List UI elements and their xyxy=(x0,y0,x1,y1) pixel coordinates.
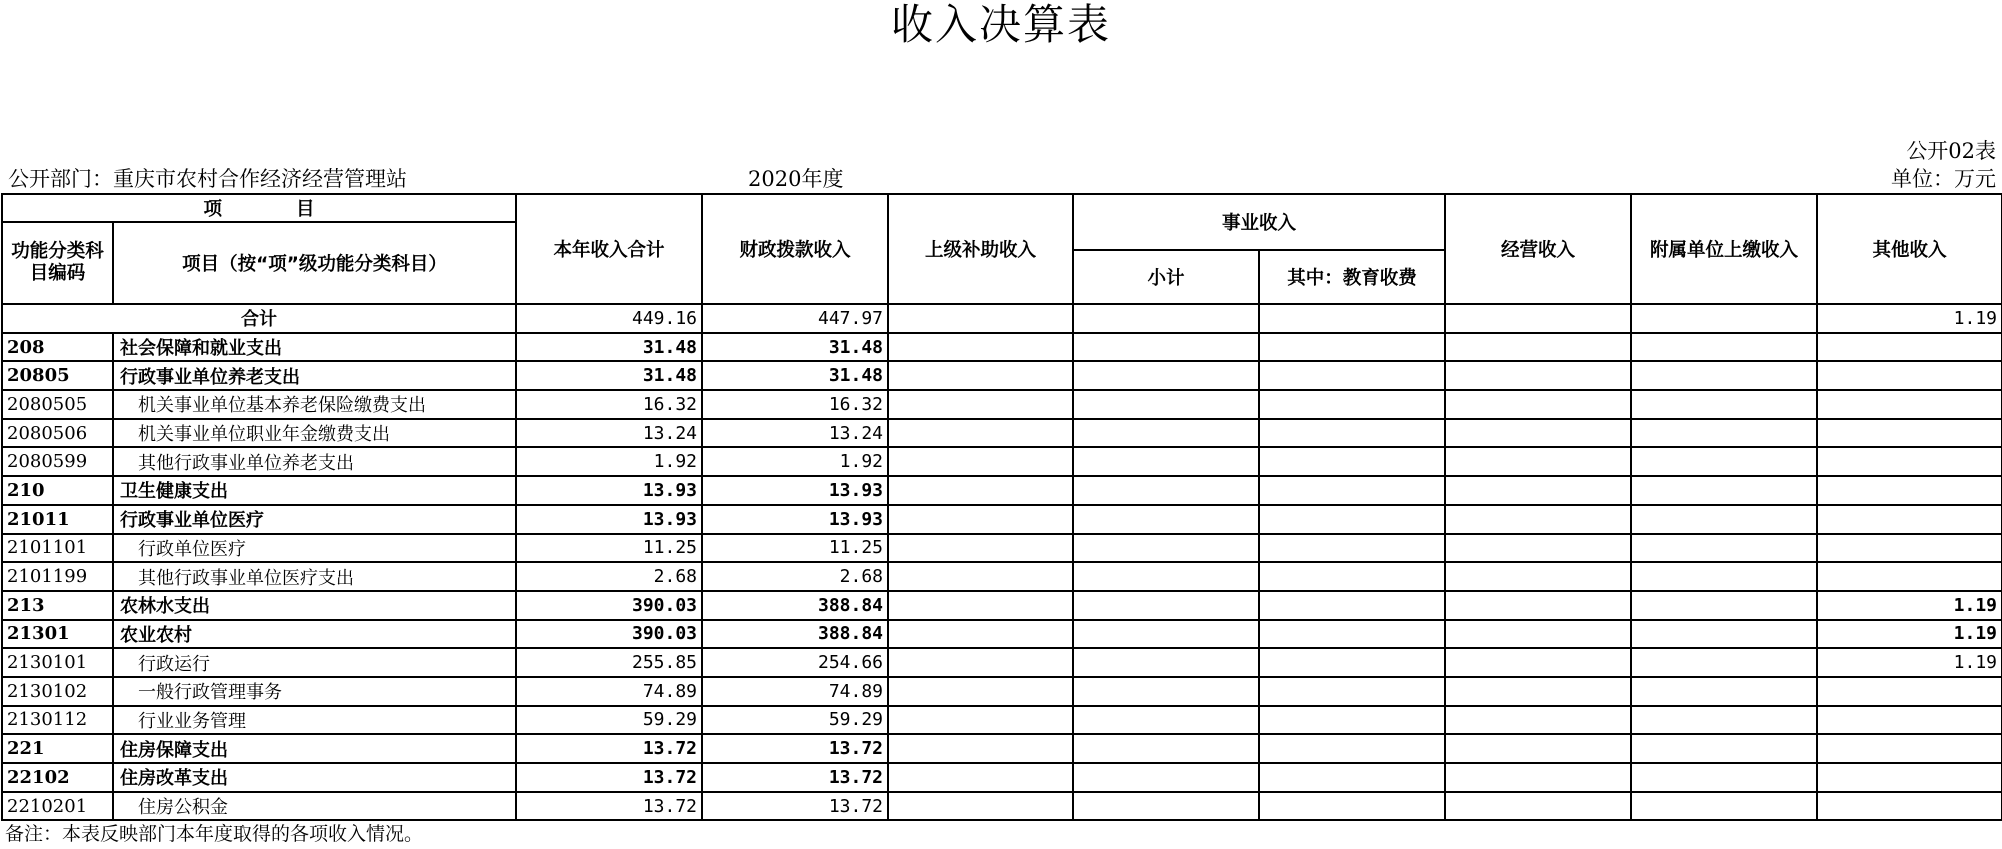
row-affiliate xyxy=(1631,447,1817,476)
row-superior xyxy=(888,562,1073,591)
row-subtotal xyxy=(1073,706,1259,735)
row-name: 社会保障和就业支出 xyxy=(113,333,516,362)
row-total: 13.24 xyxy=(516,419,702,448)
row-business xyxy=(1445,534,1631,563)
row-subtotal xyxy=(1073,333,1259,362)
row-affiliate xyxy=(1631,333,1817,362)
total-income: 449.16 xyxy=(516,304,702,333)
table-row xyxy=(2,333,2002,362)
row-affiliate xyxy=(1631,591,1817,620)
row-business xyxy=(1445,476,1631,505)
row-name: 行政运行 xyxy=(113,648,516,677)
header-item-group: 项 目 xyxy=(2,194,516,222)
row-code: 2101101 xyxy=(2,534,113,563)
row-superior xyxy=(888,447,1073,476)
row-subtotal xyxy=(1073,792,1259,821)
row-edu xyxy=(1259,333,1445,362)
row-fiscal: 13.93 xyxy=(702,476,888,505)
row-other xyxy=(1817,562,2002,591)
row-other xyxy=(1817,505,2002,534)
total-superior xyxy=(888,304,1073,333)
row-superior xyxy=(888,534,1073,563)
row-affiliate xyxy=(1631,792,1817,821)
row-total: 2.68 xyxy=(516,562,702,591)
row-code: 20805 xyxy=(2,361,113,390)
row-other xyxy=(1817,333,2002,362)
row-name: 农林水支出 xyxy=(113,591,516,620)
row-superior xyxy=(888,419,1073,448)
row-superior xyxy=(888,505,1073,534)
row-edu xyxy=(1259,505,1445,534)
row-total: 255.85 xyxy=(516,648,702,677)
table-row xyxy=(2,792,2002,821)
row-subtotal xyxy=(1073,562,1259,591)
table-row xyxy=(2,534,2002,563)
row-total: 1.92 xyxy=(516,447,702,476)
row-subtotal xyxy=(1073,505,1259,534)
row-fiscal: 11.25 xyxy=(702,534,888,563)
row-business xyxy=(1445,361,1631,390)
table-row xyxy=(2,620,2002,649)
row-name: 一般行政管理事务 xyxy=(113,677,516,706)
row-total: 13.72 xyxy=(516,734,702,763)
row-fiscal: 1.92 xyxy=(702,447,888,476)
row-subtotal xyxy=(1073,591,1259,620)
row-fiscal: 74.89 xyxy=(702,677,888,706)
table-row xyxy=(2,734,2002,763)
department-label: 公开部门：重庆市农村合作经济经营管理站 xyxy=(8,167,407,191)
row-total: 74.89 xyxy=(516,677,702,706)
row-superior xyxy=(888,476,1073,505)
form-number: 公开02表 xyxy=(1906,139,1996,163)
row-edu xyxy=(1259,792,1445,821)
row-affiliate xyxy=(1631,562,1817,591)
row-business xyxy=(1445,677,1631,706)
row-other xyxy=(1817,476,2002,505)
table-row xyxy=(2,361,2002,390)
row-name: 住房改革支出 xyxy=(113,763,516,792)
total-label: 合计 xyxy=(2,304,516,333)
row-subtotal xyxy=(1073,648,1259,677)
row-business xyxy=(1445,706,1631,735)
row-code: 21011 xyxy=(2,505,113,534)
row-total: 13.72 xyxy=(516,763,702,792)
table-row xyxy=(2,763,2002,792)
row-code: 21301 xyxy=(2,620,113,649)
row-code: 221 xyxy=(2,734,113,763)
row-affiliate xyxy=(1631,390,1817,419)
page-title: 收入决算表 xyxy=(890,0,1111,49)
row-subtotal xyxy=(1073,534,1259,563)
total-edu xyxy=(1259,304,1445,333)
row-subtotal xyxy=(1073,763,1259,792)
row-fiscal: 31.48 xyxy=(702,361,888,390)
row-code: 2080599 xyxy=(2,447,113,476)
row-business xyxy=(1445,447,1631,476)
row-edu xyxy=(1259,562,1445,591)
row-business xyxy=(1445,792,1631,821)
row-edu xyxy=(1259,648,1445,677)
row-edu xyxy=(1259,419,1445,448)
row-business xyxy=(1445,562,1631,591)
row-edu xyxy=(1259,734,1445,763)
table-row xyxy=(2,505,2002,534)
footnote: 备注：本表反映部门本年度取得的各项收入情况。 xyxy=(5,823,424,845)
row-code: 213 xyxy=(2,591,113,620)
row-fiscal: 13.72 xyxy=(702,763,888,792)
header-total: 本年收入合计 xyxy=(516,194,702,304)
total-business xyxy=(1445,304,1631,333)
row-business xyxy=(1445,419,1631,448)
row-fiscal: 254.66 xyxy=(702,648,888,677)
row-affiliate xyxy=(1631,505,1817,534)
row-name: 机关事业单位基本养老保险缴费支出 xyxy=(113,390,516,419)
row-name: 农业农村 xyxy=(113,620,516,649)
row-superior xyxy=(888,792,1073,821)
row-name: 卫生健康支出 xyxy=(113,476,516,505)
row-fiscal: 2.68 xyxy=(702,562,888,591)
row-other xyxy=(1817,390,2002,419)
row-total: 11.25 xyxy=(516,534,702,563)
row-name: 住房公积金 xyxy=(113,792,516,821)
row-fiscal: 59.29 xyxy=(702,706,888,735)
header-subtotal: 小计 xyxy=(1073,250,1259,304)
row-code: 2130112 xyxy=(2,706,113,735)
row-edu xyxy=(1259,591,1445,620)
row-total: 59.29 xyxy=(516,706,702,735)
total-row xyxy=(2,304,2002,333)
row-superior xyxy=(888,648,1073,677)
row-other: 1.19 xyxy=(1817,648,2002,677)
row-other xyxy=(1817,534,2002,563)
header-other: 其他收入 xyxy=(1817,194,2002,304)
row-code: 2080505 xyxy=(2,390,113,419)
row-affiliate xyxy=(1631,534,1817,563)
row-business xyxy=(1445,763,1631,792)
row-fiscal: 13.72 xyxy=(702,792,888,821)
row-fiscal: 16.32 xyxy=(702,390,888,419)
row-business xyxy=(1445,648,1631,677)
row-edu xyxy=(1259,476,1445,505)
row-other xyxy=(1817,361,2002,390)
row-other xyxy=(1817,792,2002,821)
header-name: 项目（按“项”级功能分类科目） xyxy=(113,222,516,304)
income-table xyxy=(1,193,2002,821)
row-superior xyxy=(888,333,1073,362)
row-total: 390.03 xyxy=(516,591,702,620)
row-other: 1.19 xyxy=(1817,591,2002,620)
row-subtotal xyxy=(1073,677,1259,706)
row-other: 1.19 xyxy=(1817,620,2002,649)
row-total: 13.93 xyxy=(516,476,702,505)
row-business xyxy=(1445,620,1631,649)
row-edu xyxy=(1259,620,1445,649)
row-subtotal xyxy=(1073,361,1259,390)
row-subtotal xyxy=(1073,734,1259,763)
row-other xyxy=(1817,447,2002,476)
table-row xyxy=(2,677,2002,706)
row-business xyxy=(1445,505,1631,534)
row-affiliate xyxy=(1631,620,1817,649)
row-subtotal xyxy=(1073,447,1259,476)
row-subtotal xyxy=(1073,419,1259,448)
row-edu xyxy=(1259,763,1445,792)
row-business xyxy=(1445,591,1631,620)
row-superior xyxy=(888,591,1073,620)
row-other xyxy=(1817,734,2002,763)
table-row xyxy=(2,419,2002,448)
table-row xyxy=(2,447,2002,476)
row-other xyxy=(1817,763,2002,792)
row-affiliate xyxy=(1631,361,1817,390)
row-edu xyxy=(1259,534,1445,563)
header-business: 经营收入 xyxy=(1445,194,1631,304)
row-name: 行政事业单位养老支出 xyxy=(113,361,516,390)
row-affiliate xyxy=(1631,476,1817,505)
row-affiliate xyxy=(1631,734,1817,763)
row-code: 2130102 xyxy=(2,677,113,706)
header-career: 事业收入 xyxy=(1073,194,1445,250)
row-code: 2101199 xyxy=(2,562,113,591)
row-fiscal: 388.84 xyxy=(702,620,888,649)
total-fiscal: 447.97 xyxy=(702,304,888,333)
header-fiscal: 财政拨款收入 xyxy=(702,194,888,304)
total-subtotal xyxy=(1073,304,1259,333)
row-superior xyxy=(888,734,1073,763)
row-business xyxy=(1445,734,1631,763)
row-code: 22102 xyxy=(2,763,113,792)
table-row xyxy=(2,476,2002,505)
table-row xyxy=(2,562,2002,591)
row-superior xyxy=(888,361,1073,390)
row-fiscal: 13.93 xyxy=(702,505,888,534)
row-superior xyxy=(888,706,1073,735)
row-business xyxy=(1445,390,1631,419)
row-other xyxy=(1817,706,2002,735)
table-row xyxy=(2,706,2002,735)
row-code: 208 xyxy=(2,333,113,362)
row-affiliate xyxy=(1631,648,1817,677)
row-name: 机关事业单位职业年金缴费支出 xyxy=(113,419,516,448)
row-name: 行政事业单位医疗 xyxy=(113,505,516,534)
row-name: 行政单位医疗 xyxy=(113,534,516,563)
row-edu xyxy=(1259,361,1445,390)
row-code: 210 xyxy=(2,476,113,505)
row-total: 13.93 xyxy=(516,505,702,534)
row-affiliate xyxy=(1631,763,1817,792)
row-code: 2130101 xyxy=(2,648,113,677)
row-code: 2210201 xyxy=(2,792,113,821)
total-affiliate xyxy=(1631,304,1817,333)
row-subtotal xyxy=(1073,620,1259,649)
table-row xyxy=(2,648,2002,677)
row-code: 2080506 xyxy=(2,419,113,448)
row-edu xyxy=(1259,390,1445,419)
header-edu: 其中：教育收费 xyxy=(1259,250,1445,304)
row-total: 390.03 xyxy=(516,620,702,649)
total-other: 1.19 xyxy=(1817,304,2002,333)
row-superior xyxy=(888,390,1073,419)
header-code: 功能分类科目编码 xyxy=(2,222,113,304)
row-edu xyxy=(1259,677,1445,706)
unit-label: 单位：万元 xyxy=(1891,167,1996,191)
row-subtotal xyxy=(1073,476,1259,505)
year-label: 2020年度 xyxy=(748,167,844,191)
row-affiliate xyxy=(1631,677,1817,706)
row-name: 行业业务管理 xyxy=(113,706,516,735)
row-superior xyxy=(888,677,1073,706)
row-superior xyxy=(888,620,1073,649)
row-fiscal: 13.24 xyxy=(702,419,888,448)
header-affiliate: 附属单位上缴收入 xyxy=(1631,194,1817,304)
row-affiliate xyxy=(1631,419,1817,448)
header-superior: 上级补助收入 xyxy=(888,194,1073,304)
row-total: 13.72 xyxy=(516,792,702,821)
table-row xyxy=(2,591,2002,620)
table-row xyxy=(2,390,2002,419)
row-subtotal xyxy=(1073,390,1259,419)
row-total: 31.48 xyxy=(516,361,702,390)
row-total: 16.32 xyxy=(516,390,702,419)
row-edu xyxy=(1259,447,1445,476)
row-superior xyxy=(888,763,1073,792)
row-business xyxy=(1445,333,1631,362)
row-total: 31.48 xyxy=(516,333,702,362)
row-name: 其他行政事业单位养老支出 xyxy=(113,447,516,476)
row-edu xyxy=(1259,706,1445,735)
row-fiscal: 13.72 xyxy=(702,734,888,763)
row-name: 其他行政事业单位医疗支出 xyxy=(113,562,516,591)
row-fiscal: 31.48 xyxy=(702,333,888,362)
row-fiscal: 388.84 xyxy=(702,591,888,620)
row-other xyxy=(1817,677,2002,706)
row-other xyxy=(1817,419,2002,448)
row-affiliate xyxy=(1631,706,1817,735)
row-name: 住房保障支出 xyxy=(113,734,516,763)
